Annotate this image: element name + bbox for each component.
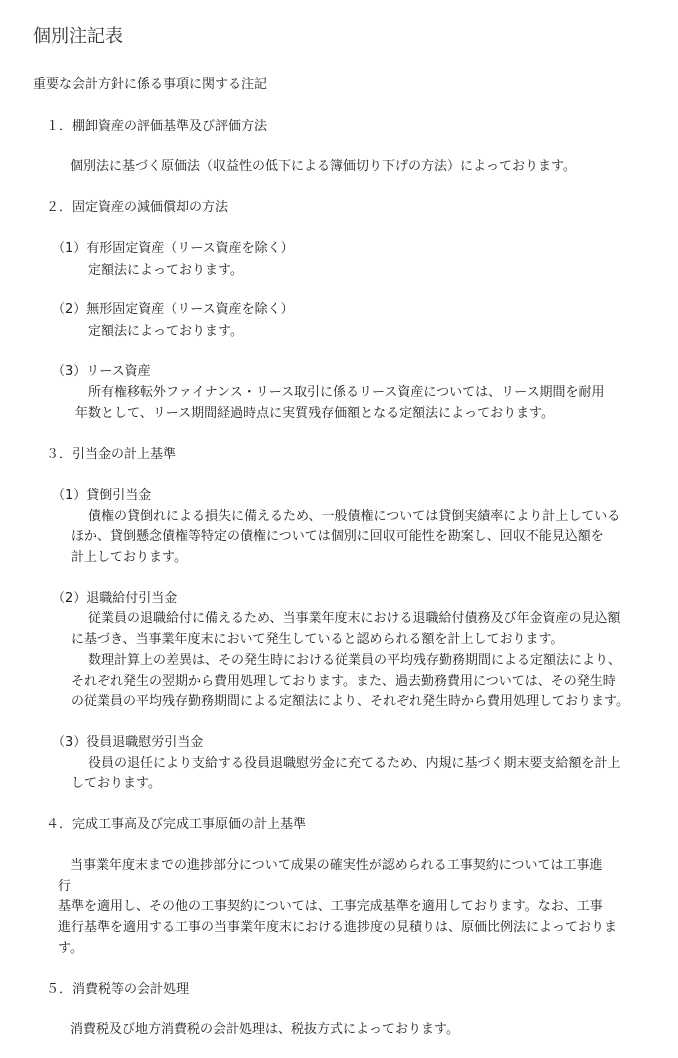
section-1-heading: １．棚卸資産の評価基準及び評価方法 [46,119,268,134]
section-subtitle: 重要な会計方針に係る事項に関する注記 [33,77,268,92]
section-3-item-1-line-1: 債権の貸倒れによる損失に備えるため、一般債権については貸倒実績率により計上している [88,509,621,524]
section-4-line-5: す。 [58,941,83,956]
section-4-heading: ４．完成工事高及び完成工事原価の計上基準 [46,817,307,832]
section-3-item-2-line-1: 従業員の退職給付に備えるため、当事業年度末における退職給付債務及び年金資産の見込額 [88,611,621,626]
section-1-body: 個別法に基づく原価法（収益性の低下による簿価切り下げの方法）によっております。 [70,159,576,174]
section-5-body: 消費税及び地方消費税の会計処理は、税抜方式によっております。 [70,1022,459,1037]
section-4-line-2: 行 [58,879,72,894]
section-3-item-3-heading: （3）役員退職慰労引当金 [52,735,204,750]
section-3-heading: ３．引当金の計上基準 [46,447,177,462]
section-2-heading: ２．固定資産の減価償却の方法 [46,200,229,215]
section-3-item-1-line-2: ほか、貸倒懸念債権等特定の債権については個別に回収可能性を勘案し、回収不能見込額を [71,529,604,544]
page-title: 個別注記表 [33,26,123,47]
section-4-line-1: 当事業年度末までの進捗部分について成果の確実性が認められる工事契約については工事進 [70,858,603,873]
section-2-item-1-heading: （1）有形固定資産（リース資産を除く） [52,241,294,256]
section-2-item-2-heading: （2）無形固定資産（リース資産を除く） [52,302,294,317]
section-3-item-1-line-3: 計上しております。 [71,550,187,565]
section-2-item-3-line-2: 年数として、リース期間経過時点に実質残存価額となる定額法によっております。 [75,406,555,421]
section-2-item-3-line-1: 所有権移転外ファイナンス・リース取引に係るリース資産については、リース期間を耐用 [88,385,605,400]
section-2-item-3-heading: （3）リース資産 [52,364,151,379]
section-3-item-2-line-4: それぞれ発生の翌期から費用処理しております。また、過去勤務費用については、その発生時 [71,674,616,689]
section-3-item-2-line-3: 数理計算上の差異は、その発生時における従業員の平均残存勤務期間による定額法により、 [88,653,622,668]
section-4-line-3: 基準を適用し、その他の工事契約については、工事完成基準を適用しております。なお、工事 [58,899,603,914]
section-2-item-1-body: 定額法によっております。 [88,263,243,278]
section-3-item-3-line-2: しております。 [71,776,161,791]
section-3-item-2-line-5: の従業員の平均残存勤務期間による定額法により、それぞれ発生時から費用処理しております。 [71,694,629,709]
section-5-heading: ５．消費税等の会計処理 [46,982,190,997]
section-4-line-4: 進行基準を適用する工事の当事業年度末における進捗度の見積りは、原価比例法によっておりま [58,920,618,935]
section-3-item-2-heading: （2）退職給付引当金 [52,591,178,606]
section-3-item-3-line-1: 役員の退任により支給する役員退職慰労金に充てるため、内規に基づく期末要支給額を計上 [88,756,621,771]
section-3-item-1-heading: （1）貸倒引当金 [52,488,152,503]
section-3-item-2-line-2: に基づき、当事業年度末において発生していると認められる額を計上しております。 [71,632,564,647]
section-2-item-2-body: 定額法によっております。 [88,324,243,339]
